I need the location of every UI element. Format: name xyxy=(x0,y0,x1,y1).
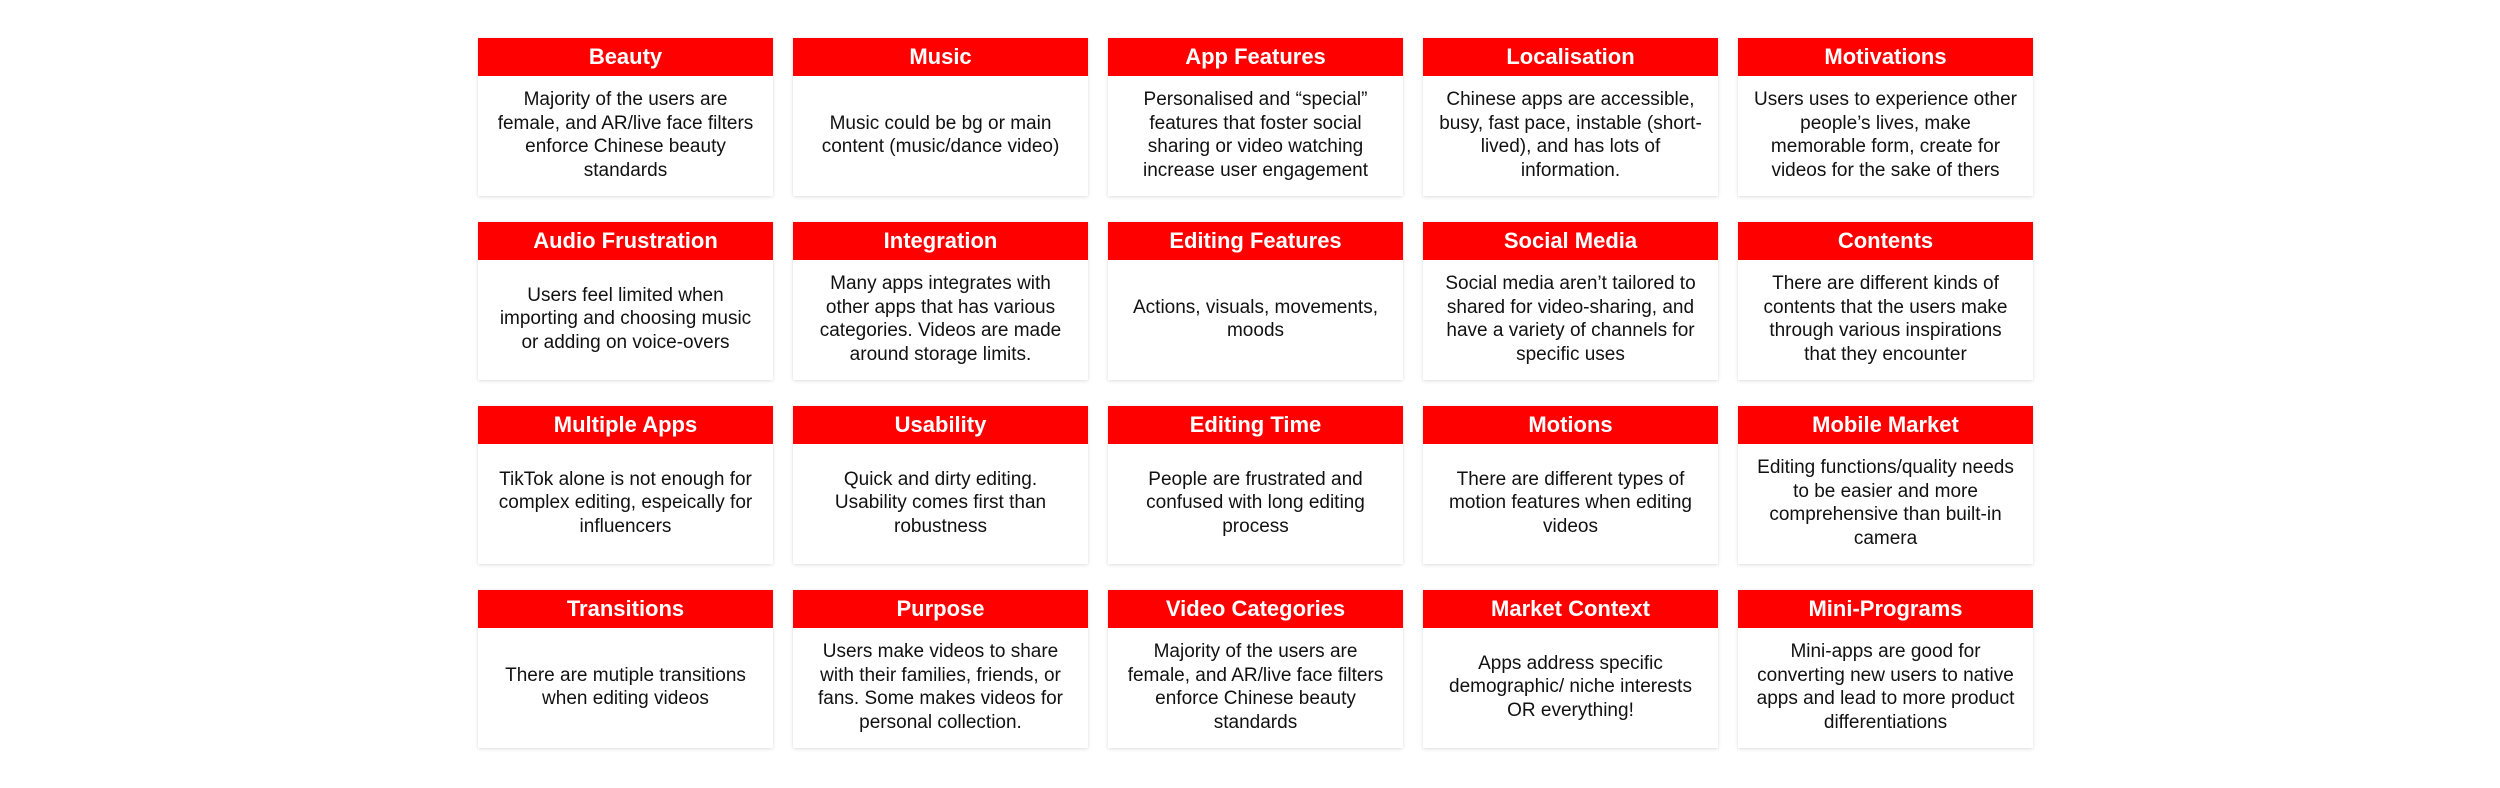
card-motions xyxy=(1423,406,1718,564)
card-title: Beauty xyxy=(478,38,773,76)
card-title: Transitions xyxy=(478,590,773,628)
card-text: Actions, visuals, movements, moods xyxy=(1133,296,1378,341)
card-video-categories xyxy=(1108,590,1403,748)
card-text: Chinese apps are accessible, busy, fast pace, instable (short-lived), and has lots of information. xyxy=(1439,89,1702,181)
card-text: Users make videos to share with their families, friends, or fans. Some makes videos for personal collection. xyxy=(818,641,1063,733)
card-title: App Features xyxy=(1108,38,1403,76)
card-title: Purpose xyxy=(793,590,1088,628)
card-title: Motivations xyxy=(1738,38,2033,76)
card-text: Editing functions/quality needs to be easier and more comprehensive than built-in camera xyxy=(1757,457,2014,549)
card-title: Usability xyxy=(793,406,1088,444)
card-text: People are frustrated and confused with long editing process xyxy=(1146,468,1365,537)
card-title: Multiple Apps xyxy=(478,406,773,444)
card-title: Audio Frustration xyxy=(478,222,773,260)
affinity-board xyxy=(478,38,2034,748)
card-text: Users feel limited when importing and choosing music or adding on voice-overs xyxy=(499,284,752,353)
card-title: Localisation xyxy=(1423,38,1718,76)
card-text: Music could be bg or main content (music/dance video) xyxy=(821,112,1060,157)
card-editing-time xyxy=(1108,406,1403,564)
card-app-features xyxy=(1108,38,1403,196)
card-text: There are different kinds of contents that the users make through various inspirations that they encounter xyxy=(1763,273,2008,365)
card-transitions xyxy=(478,590,773,748)
card-purpose xyxy=(793,590,1088,748)
card-title: Editing Time xyxy=(1108,406,1403,444)
card-title: Motions xyxy=(1423,406,1718,444)
card-text: There are mutiple transitions when editing videos xyxy=(505,664,746,709)
card-multiple-apps xyxy=(478,406,773,564)
card-title: Editing Features xyxy=(1108,222,1403,260)
card-text: Users uses to experience other people’s lives, make memorable form, create for videos for the sake of thers xyxy=(1754,89,2017,181)
card-title: Mini-Programs xyxy=(1738,590,2033,628)
card-motivations xyxy=(1738,38,2033,196)
card-text: Apps address specific demographic/ niche interests OR everything! xyxy=(1449,652,1692,721)
card-music xyxy=(793,38,1088,196)
card-text: Social media aren’t tailored to shared for video-sharing, and have a variety of channels for specific uses xyxy=(1445,273,1696,365)
card-title: Mobile Market xyxy=(1738,406,2033,444)
card-editing-features xyxy=(1108,222,1403,380)
card-text: Mini-apps are good for converting new users to native apps and lead to more product differentiations xyxy=(1756,641,2015,733)
card-social-media xyxy=(1423,222,1718,380)
card-integration xyxy=(793,222,1088,380)
card-title: Market Context xyxy=(1423,590,1718,628)
card-localisation xyxy=(1423,38,1718,196)
card-usability xyxy=(793,406,1088,564)
card-title: Contents xyxy=(1738,222,2033,260)
card-title: Integration xyxy=(793,222,1088,260)
card-beauty xyxy=(478,38,773,196)
card-text: Majority of the users are female, and AR/live face filters enforce Chinese beauty standards xyxy=(1127,641,1384,733)
card-title: Video Categories xyxy=(1108,590,1403,628)
card-text: Personalised and “special” features that foster social sharing or video watching increase user engagement xyxy=(1143,89,1368,181)
card-text: Majority of the users are female, and AR/live face filters enforce Chinese beauty standards xyxy=(497,89,754,181)
card-text: Quick and dirty editing. Usability comes first than robustness xyxy=(834,468,1047,537)
card-title: Social Media xyxy=(1423,222,1718,260)
card-title: Music xyxy=(793,38,1088,76)
card-audio-frustration xyxy=(478,222,773,380)
card-mobile-market xyxy=(1738,406,2033,564)
card-market-context xyxy=(1423,590,1718,748)
card-text: Many apps integrates with other apps that has various categories. Videos are made around storage limits. xyxy=(819,273,1062,365)
card-text: TikTok alone is not enough for complex editing, espeically for influencers xyxy=(498,468,753,537)
card-text: There are different types of motion features when editing videos xyxy=(1449,468,1692,537)
card-contents xyxy=(1738,222,2033,380)
card-mini-programs xyxy=(1738,590,2033,748)
